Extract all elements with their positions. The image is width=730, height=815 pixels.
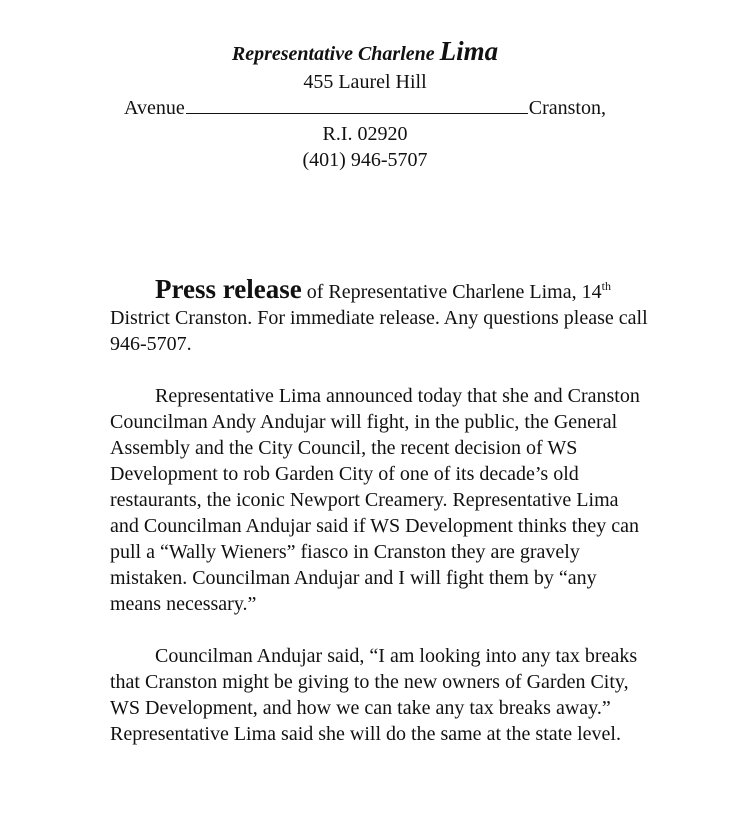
name-prefix: Representative Charlene	[231, 43, 440, 65]
address-avenue: Avenue	[124, 97, 185, 119]
ordinal-suffix: th	[601, 279, 611, 293]
intro-text-1: of Representative Charlene Lima, 14	[301, 281, 602, 303]
press-release-body	[110, 276, 650, 773]
press-release-title: Press release	[155, 274, 302, 304]
body-paragraph-2: Councilman Andujar said, “I am looking into any tax breaks that Cranston might be giving to the new owners of Garden City, WS Development, and how we can take any tax breaks away.” Representative Lima said she will do the same at the state level.	[110, 645, 638, 745]
body-paragraph-1: Representative Lima announced today that she and Cranston Councilman Andy Andujar will fight, in the public, the General Assembly and the City Council, the recent decision of WS Development to rob Garden City of one of its decade’s old restaurants, the iconic Newport Creamery. Representative Lima and Councilman Andujar said if WS Development thinks they can pull a “Wally Wieners” fiasco in Cranston they are gravely mistaken. Councilman Andujar and I will fight them by “any means necessary.”	[110, 385, 640, 615]
address-line-3: R.I. 02920	[322, 123, 408, 145]
representative-name	[0, 36, 730, 69]
letterhead	[0, 36, 730, 173]
address-line-2	[0, 95, 730, 121]
address-line-1: 455 Laurel Hill	[303, 71, 427, 93]
intro-paragraph	[110, 276, 650, 357]
intro-text-2: District Cranston. For immediate release. Any questions please call 946-5707.	[110, 307, 648, 355]
horizontal-rule	[186, 97, 528, 114]
name-surname: Lima	[439, 36, 499, 66]
phone-number: (401) 946-5707	[302, 149, 428, 171]
address-city: Cranston,	[528, 97, 606, 119]
